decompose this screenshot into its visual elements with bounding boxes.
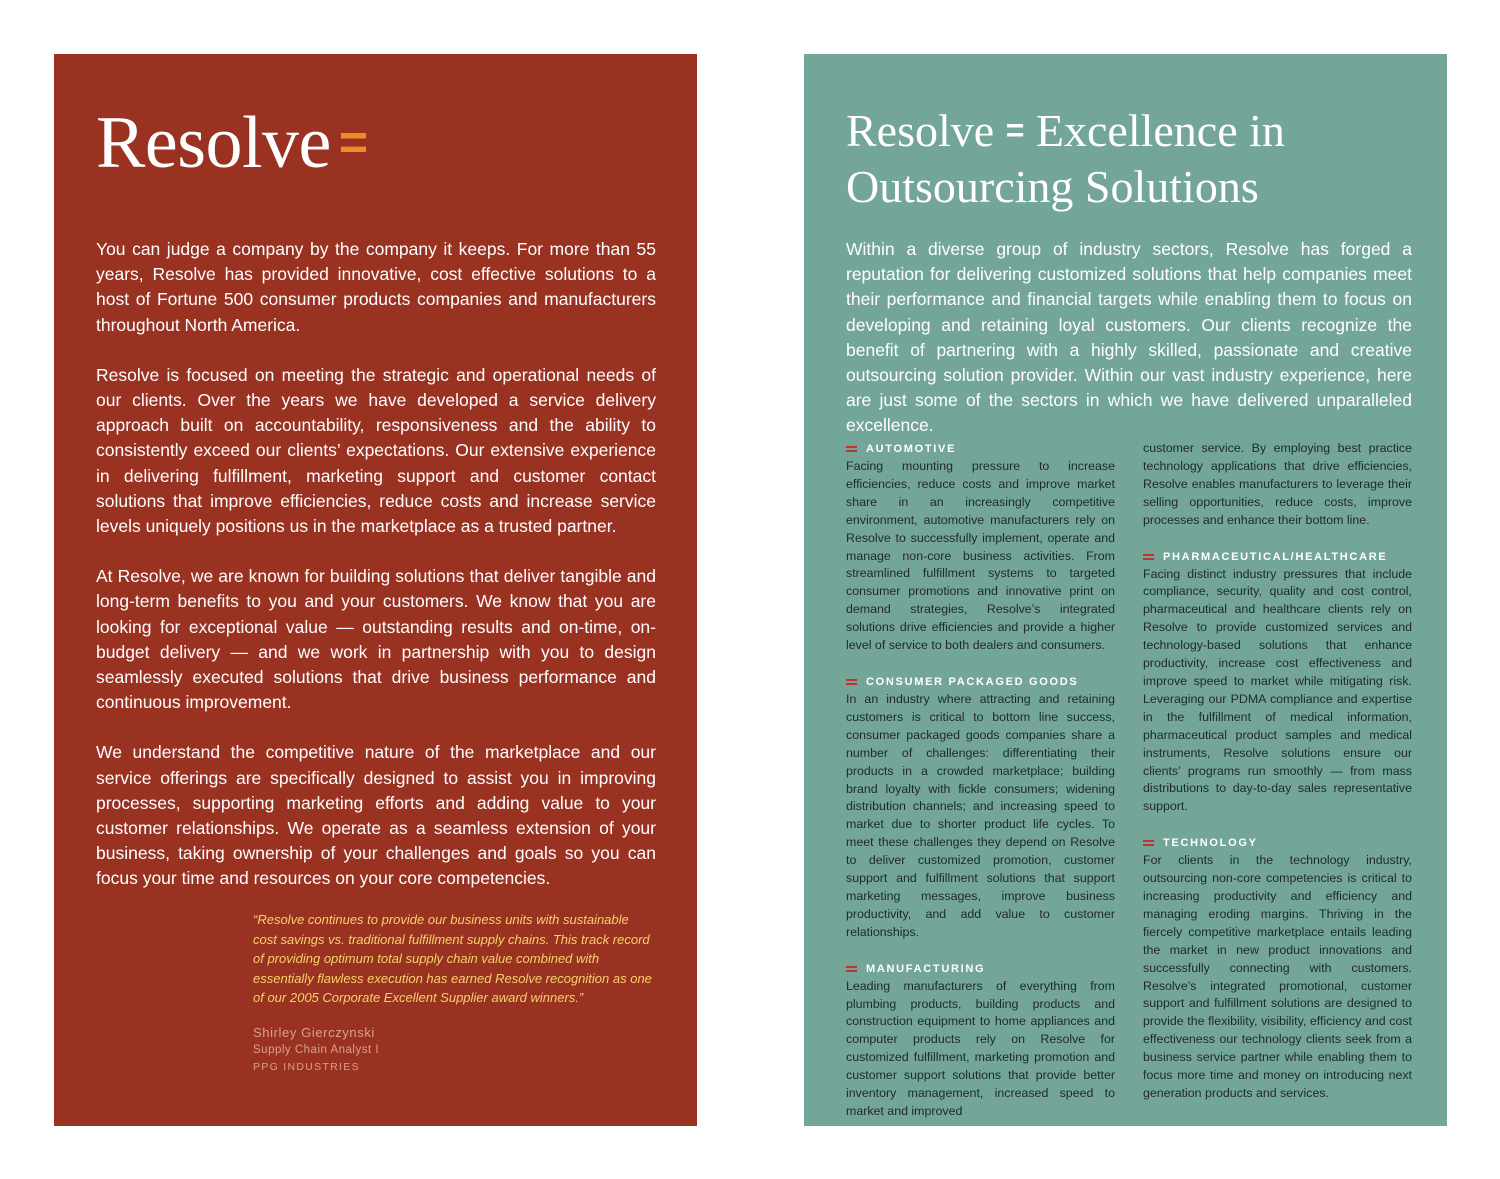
section-body: Facing distinct industry pressures that include compliance, security, quality and cost control, pharmaceutical and healthcare clients rely on Resolve to provide customized services and technology-based solutions that enhance productivity, increase cost effectiveness and improve speed to market while mitigating risk. Leveraging our PDMA compliance and expertise in the fulfillment of medical information, pharmaceutical product samples and medical instruments, Resolve solutions ensure our clients’ programs run smoothly — from mass distributions to day-to-day sales representative support. <box>1143 566 1412 814</box>
quote-text: “Resolve continues to provide our business units with sustainable cost savings vs. traditional fulfillment supply chains. This track record of providing optimum total supply chain value combined with essentially flawless execution has earned Resolve recognition as one of our 2005 Corporate Excellent Supplier award winners.” <box>253 912 652 1005</box>
attribution-name: Shirley Gierczynski <box>253 1024 375 1040</box>
quote-attribution <box>253 1024 653 1076</box>
section-header <box>846 673 1115 691</box>
section-body: Facing mounting pressure to increase efficiencies, reduce costs and improve market share in an increasingly competitive environment, automotive manufacturers rely on Resolve to successfully implement, operate and manage non-core business activities. From streamlined fulfillment systems to targeted consumer promotions and innovative print on demand strategies, Resolve’s integrated solutions drive efficiencies and provide a higher level of service to both dealers and consumers. <box>846 459 1115 653</box>
section-body: Leading manufacturers of everything from plumbing products, building products and construction equipment to home appliances and computer products rely on Resolve for customized fulfillment, marketing promotion and customer support solutions that provide better inventory management, increased speed to market and improved <box>846 978 1115 1118</box>
equals-mark-icon <box>1143 840 1154 846</box>
section-body: customer service. By employing best practice technology applications that drive efficiencies, Resolve enables manufacturers to leverage their selling opportunities, reduce costs, improve processes and enhance their bottom line. <box>1143 441 1412 527</box>
intro-text <box>846 237 1412 439</box>
equals-symbol: = <box>1005 112 1025 148</box>
section-title: PHARMACEUTICAL/HEALTHCARE <box>1163 550 1388 563</box>
equals-mark-icon <box>846 966 857 972</box>
section-title: MANUFACTURING <box>866 962 986 975</box>
body-text <box>96 237 656 917</box>
page-title <box>96 100 368 185</box>
section-title: AUTOMOTIVE <box>866 443 957 455</box>
title-text: Excellence in Outsourcing Solutions <box>846 105 1285 212</box>
right-page-panel <box>804 54 1447 1126</box>
section-title: CONSUMER PACKAGED GOODS <box>866 675 1079 688</box>
paragraph: Resolve is focused on meeting the strategic and operational needs of our clients. Over the years we have developed a service delivery approach built on accountability, responsiveness and the ability to consistently exceed our clients’ expectations. Our extensive experience in delivering fulfillment, marketing support and customer contact solutions that improve efficiencies, reduce costs and increase service levels uniquely positions us in the marketplace as a trusted partner. <box>96 364 656 537</box>
column-right <box>1143 440 1412 1139</box>
sector-consumer-packaged-goods <box>846 673 1115 942</box>
paragraph: At Resolve, we are known for building solutions that deliver tangible and long-term benefits to you and your customers. We know that you are looking for exceptional value — outstanding results and on-time, on-budget delivery — and we work in partnership with you to design seamlessly executed solutions that drive business performance and continuous improvement. <box>96 566 656 713</box>
attribution-company: PPG INDUSTRIES <box>253 1060 360 1073</box>
sector-manufacturing <box>846 960 1115 1121</box>
paragraph: You can judge a company by the company it keeps. For more than 55 years, Resolve has provided innovative, cost effective solutions to a host of Fortune 500 consumer products companies and manufacturers throughout North America. <box>96 239 656 335</box>
equals-symbol: = <box>338 114 368 170</box>
sector-automotive <box>846 440 1115 655</box>
sector-columns <box>846 440 1412 1139</box>
left-page-panel <box>54 54 697 1126</box>
title-text: Resolve <box>846 105 995 156</box>
attribution-title: Supply Chain Analyst I <box>253 1043 380 1056</box>
section-body: In an industry where attracting and retaining customers is critical to bottom line success, consumer packaged goods companies share a number of challenges: differentiating their products in a crowded marketplace; building brand loyalty with fickle consumers; widening distribution channels; and increasing speed to market due to shorter product life cycles. To meet these challenges they depend on Resolve to deliver customized promotion, customer support and fulfillment solutions that support marketing messages, improve business productivity, and add value to customer relationships. <box>846 691 1115 939</box>
equals-mark-icon <box>846 679 857 685</box>
column-left <box>846 440 1115 1139</box>
sector-technology <box>1143 834 1412 1103</box>
section-header <box>846 440 1115 458</box>
paragraph: Within a diverse group of industry sectors, Resolve has forged a reputation for delivering customized solutions that help companies meet their performance and financial targets while enabling them to focus on developing and retaining loyal customers. Our clients recognize the benefit of partnering with a highly skilled, passionate and creative outsourcing solution provider. Within our vast industry experience, here are just some of the sectors in which we have delivered unparalleled excellence. <box>846 239 1412 436</box>
section-body: For clients in the technology industry, outsourcing non-core competencies is critical to increasing productivity and efficiency and managing eroding margins. Thriving in the fiercely competitive marketplace entails leading the market in new product innovations and successfully connecting with customers. Resolve’s integrated promotional, customer support and fulfillment solutions are designed to provide the flexibility, visibility, efficiency and cost effectiveness our technology clients seek from a business service partner while enabling them to focus more time and money on introducing next generation products and services. <box>1143 853 1412 1100</box>
equals-mark-icon <box>1143 554 1154 560</box>
page-title <box>846 102 1416 215</box>
section-header <box>846 960 1115 978</box>
equals-mark-icon <box>846 446 857 452</box>
section-title: TECHNOLOGY <box>1163 837 1258 850</box>
sector-manufacturing-continued <box>1143 440 1412 530</box>
section-header <box>1143 548 1412 566</box>
sector-pharmaceutical-healthcare <box>1143 548 1412 817</box>
section-header <box>1143 834 1412 852</box>
testimonial-quote <box>253 910 653 1076</box>
paragraph: We understand the competitive nature of the marketplace and our service offerings are specifically designed to assist you in improving processes, supporting marketing efforts and adding value to your customer relationships. We operate as a seamless extension of your business, taking ownership of your challenges and goals so you can focus your time and resources on your core competencies. <box>96 742 656 889</box>
title-text: Resolve <box>96 102 331 184</box>
